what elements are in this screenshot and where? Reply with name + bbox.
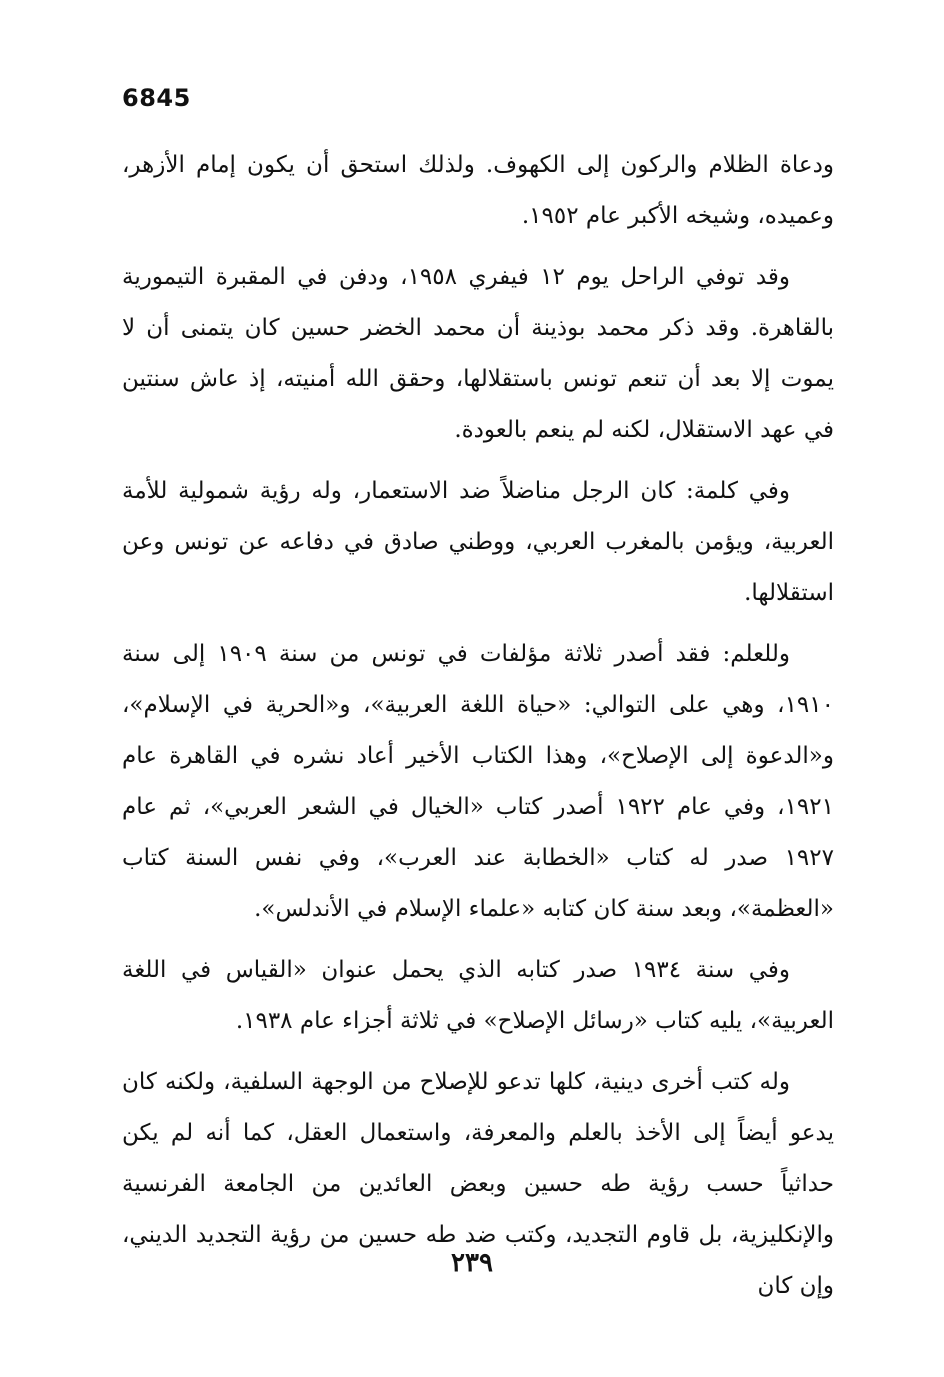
page-number: ٢٣٩ xyxy=(451,1248,493,1278)
body-text xyxy=(122,140,834,1322)
page-id: 6845 xyxy=(122,84,191,112)
paragraph-5: وفي سنة ١٩٣٤ صدر كتابه الذي يحمل عنوان «القياس في اللغة العربية»، يليه كتاب «رسائل الإصلاح» في ثلاثة أجزاء عام ١٩٣٨. xyxy=(122,957,834,1034)
paragraph-1: ودعاة الظلام والركون إلى الكهوف. ولذلك استحق أن يكون إمام الأزهر، وعميده، وشيخه الأكبر عام ١٩٥٢. xyxy=(122,152,834,229)
paragraph-4: وللعلم: فقد أصدر ثلاثة مؤلفات في تونس من سنة ١٩٠٩ إلى سنة ١٩١٠، وهي على التوالي: «حياة اللغة العربية»، و«الحرية في الإسلام»، و«الدعوة إلى الإصلاح»، وهذا الكتاب الأخير أعاد نشره في القاهرة عام ١٩٢١، وفي عام ١٩٢٢ أصدر كتاب «الخيال في الشعر العربي»، ثم عام ١٩٢٧ صدر له كتاب «الخطابة عند العرب»، وفي نفس السنة كتاب «العظمة»، وبعد سنة كان كتابه «علماء الإسلام في الأندلس». xyxy=(122,641,834,922)
paragraph-2: وقد توفي الراحل يوم ١٢ فيفري ١٩٥٨، ودفن في المقبرة التيمورية بالقاهرة. وقد ذكر محمد بوذينة أن محمد الخضر حسين كان يتمنى أن لا يموت إلا بعد أن تنعم تونس باستقلالها، وحقق الله أمنيته، إذ عاش سنتين في عهد الاستقلال، لكنه لم ينعم بالعودة. xyxy=(122,264,834,443)
paragraph-6: وله كتب أخرى دينية، كلها تدعو للإصلاح من الوجهة السلفية، ولكنه كان يدعو أيضاً إلى الأخذ بالعلم والمعرفة، واستعمال العقل، كما أنه لم يكن حداثياً حسب رؤية طه حسين وبعض العائدين من الجامعة الفرنسية والإنكليزية، بل قاوم التجديد، وكتب ضد طه حسين من رؤية التجديد الديني، وإن كان xyxy=(122,1069,834,1299)
paragraph-3: وفي كلمة: كان الرجل مناضلاً ضد الاستعمار، وله رؤية شمولية للأمة العربية، ويؤمن بالمغرب العربي، ووطني صادق في دفاعه عن تونس وعن استقلالها. xyxy=(122,478,834,606)
